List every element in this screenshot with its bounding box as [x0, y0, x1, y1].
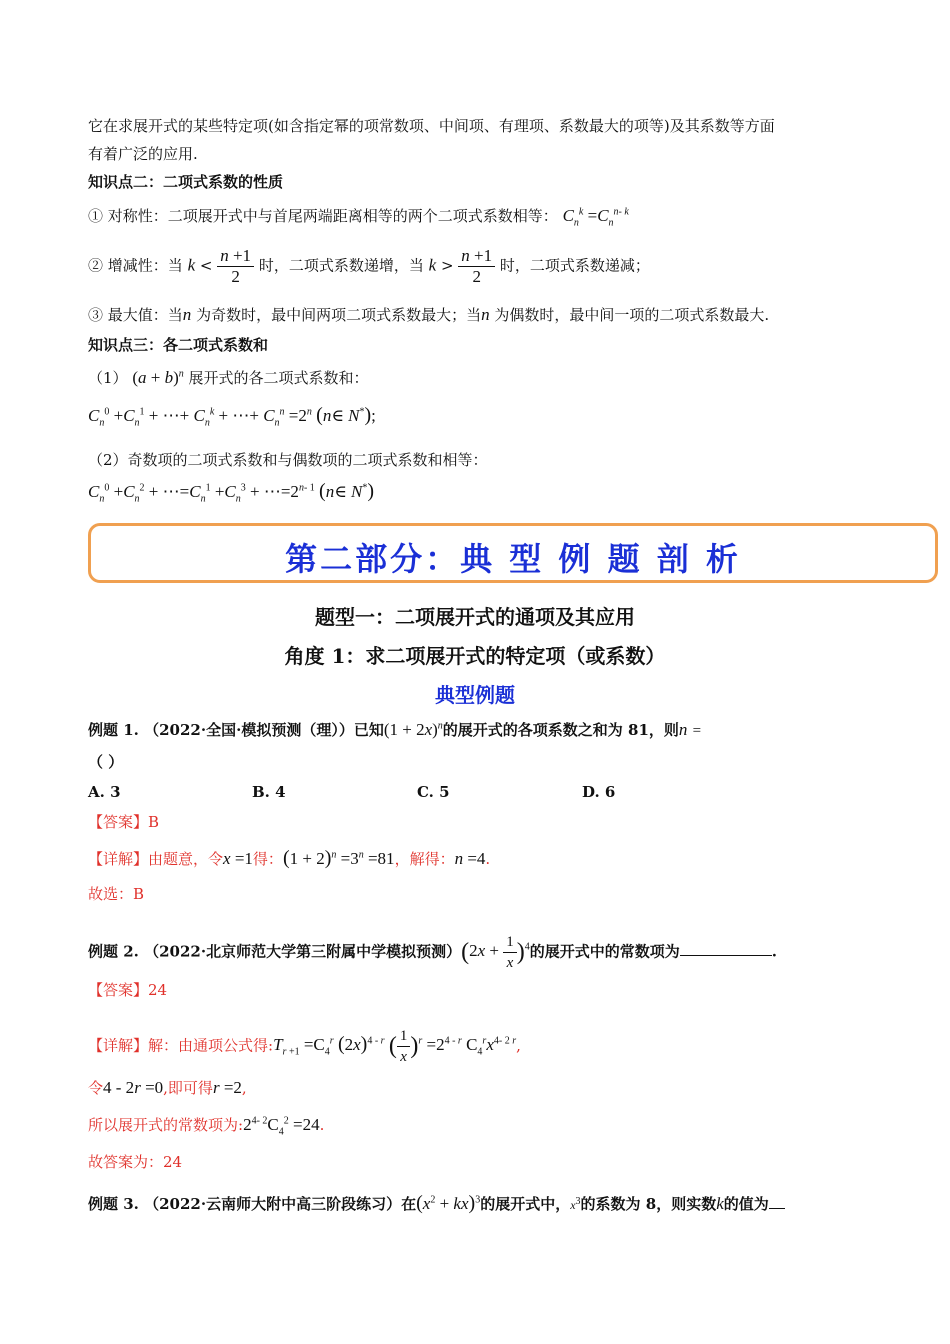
inc-mid: 时，二项式系数递增，当 — [258, 256, 424, 275]
ex1-detail: 【详解】由题意，令x =1得：$(1 + 2)^n =3^n =81$，解得：n =4. — [88, 847, 491, 869]
typical-heading: 典型例题 — [435, 683, 515, 707]
item1-post: 展开式的各二项式系数和： — [188, 369, 369, 387]
fraction-n-plus-1-over-2-b: $\frac{n +1}{2}$ — [458, 246, 495, 287]
ex2-expression: (2x + $\frac{1}{x}$ )$^4$ — [461, 934, 530, 971]
ex2-label: 例题 2. — [88, 942, 139, 961]
kp3-item-2: （2）奇数项的二项式系数和与偶数项的二项式系数和相等： — [88, 451, 488, 469]
ex2-source: （2022·北京师范大学第三附属中学模拟预测） — [144, 942, 462, 961]
detail-c: ，解得： — [394, 850, 455, 868]
detail-tag: 【详解】 — [88, 850, 149, 868]
angle-heading: 角度 1：求二项展开式的特定项（或系数） — [284, 644, 666, 668]
detail-a: 由题意，令 — [148, 850, 224, 868]
ex3-text-c: 的值为 — [723, 1195, 769, 1213]
ex2-so: 所以展开式的常数项为$:2^{4- 2}C_4^2 =24$. — [88, 1115, 325, 1138]
odd-even-formula: $C_n^0 +C_n^2$ + $\cdots=C_n^1 +C_n^3$ + $\cdots=2^{n- 1}$ (n∈ N*) — [88, 480, 375, 505]
ex1-answer — [88, 812, 159, 832]
ex2-text: 的展开式中的常数项为 — [529, 942, 680, 961]
kp3-item-1 — [88, 368, 369, 388]
kp2-maximum: ③ 最大值：当n 为奇数时，最中间两项二项式系数最大；当n 为偶数时，最中间一项的二项式系数最大. — [88, 305, 770, 324]
kp2-monotonic: ② 增减性：当 k < $\frac{n +1}{2}$ 时，二项式系数递增，当 k > $\frac{n +1}{2}$ 时，二项式系数递减； — [88, 246, 650, 286]
example-1: 例题 1. （2022·全国·模拟预测（理））已知$(1 + 2x)^n$的展开式的各项系数之和为 81，则n = — [88, 720, 702, 739]
inc-label: ② 增减性：当 — [88, 256, 183, 275]
ex2-detail: 【详解】解：由通项公式得$:T_{r +1} =C_4^r$ $(2x)^{4 - r}$ ( $\frac{1}{x}$ )$^r =2^{4 - r}$ $C_4^rx^{4- 2 r}$, — [88, 1028, 521, 1065]
example-3: 例题 3. （2022·云南师大附中高三阶段练习）在$(x^2 + kx)^3$的展开式中，$x^3$的系数为 8，则实数k的值为 — [88, 1192, 785, 1215]
symmetry-formula: $C_n^k =C_n^{n- k}$ — [562, 206, 629, 229]
ex3-text-a: 的展开式中， — [480, 1195, 571, 1213]
ex3-source: （2022·云南师大附中高三阶段练习）在 — [144, 1195, 417, 1213]
ex1-option-d: D. 6 — [582, 783, 616, 801]
ex1-option-b: B. 4 — [252, 783, 286, 801]
ex2-answer — [88, 980, 167, 1000]
item1-pre: （1） — [88, 369, 128, 387]
ex1-expression: $(1 + 2x)^n$ — [383, 720, 443, 739]
answer-tag-2: 【答案】 — [88, 981, 149, 999]
ex1-text: 的展开式的各项系数之和为 81，则 — [442, 721, 679, 739]
section-banner — [88, 523, 938, 583]
ex3-label: 例题 3. — [88, 1195, 139, 1213]
ex1-option-a: A. 3 — [88, 783, 121, 801]
kp2-title: 知识点二：二项式系数的性质 — [88, 173, 284, 191]
binomial-a-plus-b-n: $(a + b)^n$ — [132, 368, 184, 387]
max-c: 为偶数时，最中间一项的二项式系数最大. — [494, 306, 770, 324]
ex1-paren: （ ） — [88, 753, 124, 771]
ex2-answer-blank — [680, 939, 772, 956]
ex1-option-c: C. 5 — [417, 783, 450, 801]
ex1-label: 例题 1. — [88, 721, 139, 739]
type-heading: 题型一：二项展开式的通项及其应用 — [315, 605, 635, 629]
so-text: 所以展开式的常数项为: — [88, 1116, 244, 1134]
intro-line-2: 有着广泛的应用. — [88, 145, 198, 163]
ex3-text-b: 的系数为 8，则实数 — [580, 1195, 717, 1213]
ex1-source: （2022·全国·模拟预测（理））已知 — [144, 721, 384, 739]
ex1-choice: 故选：B — [88, 885, 145, 903]
kp3-title: 知识点三：各二项式系数和 — [88, 336, 269, 354]
inc-end: 时，二项式系数递减； — [499, 256, 650, 275]
answer-value: B — [148, 813, 160, 831]
banner-title: 第二部分：典 型 例 题 剖 析 — [285, 540, 741, 578]
let-a: 令 — [88, 1079, 104, 1097]
sum-formula: $C_n^0 +C_n^1$ + ⋯+ $C_n^k$ + ⋯+ $C_n^n =2^n$ (n∈ N*); — [88, 404, 376, 429]
ex1-calc: $(1 + 2)^n =3^n =81$ — [282, 847, 395, 869]
detail-tag-2: 【详解】 — [88, 1036, 149, 1055]
ex3-answer-blank — [769, 1192, 785, 1209]
ex3-expression: $(x^2 + kx)^3$ — [416, 1192, 481, 1214]
intro-line-1: 它在求展开式的某些特定项(如含指定幂的项常数项、中间项、有理项、系数最大的项等)及其系数等方面 — [88, 117, 775, 135]
max-b: 为奇数时，最中间两项二项式系数最大；当 — [196, 306, 482, 324]
detail-a-2: 解：由通项公式得: — [148, 1036, 274, 1055]
answer-value-2: 24 — [148, 981, 168, 999]
fraction-n-plus-1-over-2: $\frac{n +1}{2}$ — [217, 246, 254, 287]
ex2-let: 令4 - 2r =0,即可得r =2, — [88, 1078, 247, 1097]
max-a: ③ 最大值：当 — [88, 306, 183, 324]
example-2: 例题 2. （2022·北京师范大学第三附属中学模拟预测）(2x + $\frac{1}{x}$ )$^4$的展开式中的常数项为 . — [88, 934, 777, 971]
kp2-symmetry — [88, 206, 629, 229]
let-b: ,即可得 — [163, 1079, 213, 1097]
general-term-formula: $T_{r +1} =C_4^r$ $(2x)^{4 - r}$ ( $\frac{1}{x}$ )$^r =2^{4 - r}$ $C_4^rx^{4- 2 r}$ — [273, 1028, 517, 1065]
symmetry-label: ① 对称性：二项展开式中与首尾两端距离相等的两个二项式系数相等： — [88, 207, 558, 225]
answer-tag: 【答案】 — [88, 813, 149, 831]
ex2-final: 故答案为：24 — [88, 1153, 183, 1171]
detail-b: 得： — [252, 850, 283, 868]
